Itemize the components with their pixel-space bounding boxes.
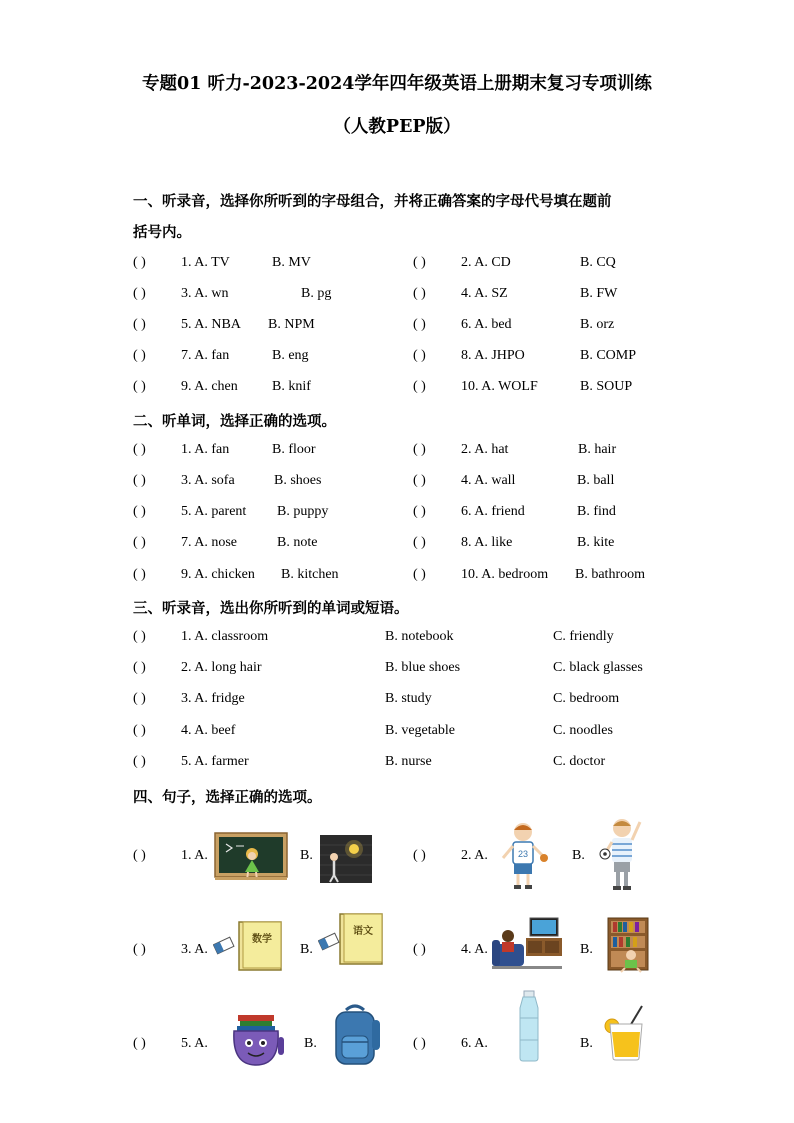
- option-b: B. vegetable: [385, 723, 455, 738]
- option-b: B. eng: [272, 348, 309, 363]
- option-a: 10. A. bedroom: [461, 567, 549, 582]
- s4-question-4: ( ) 4. A. B.: [413, 942, 593, 957]
- option-b: B. knif: [272, 379, 311, 394]
- answer-blank[interactable]: ( ): [133, 317, 146, 332]
- question-row: [413, 473, 713, 493]
- question-row: [133, 473, 433, 493]
- answer-blank[interactable]: ( ): [133, 1036, 146, 1051]
- option-b: B. nurse: [385, 754, 432, 769]
- question-row: [133, 317, 433, 337]
- s4-question-6: ( ) 6. A. B.: [413, 1036, 593, 1051]
- answer-blank[interactable]: ( ): [413, 1036, 426, 1051]
- s4-question-3: ( ) 3. A. B.: [133, 942, 313, 957]
- question-row: [133, 754, 606, 774]
- s4-question-5: ( ) 5. A. B.: [133, 1036, 317, 1051]
- answer-blank[interactable]: ( ): [133, 848, 146, 863]
- question-row: [133, 442, 433, 462]
- answer-blank[interactable]: ( ): [133, 660, 146, 675]
- option-a: 1. A. classroom: [181, 629, 269, 644]
- section-1-heading: 一、听录音，选择你所听到的字母组合，并将正确答案的字母代号填在题前: [133, 194, 612, 210]
- answer-blank[interactable]: ( ): [413, 942, 426, 957]
- question-row: [133, 348, 433, 368]
- section-4-heading: 四、句子，选择正确的选项。: [133, 790, 322, 806]
- option-b: B. kitchen: [281, 567, 339, 582]
- option-b: B. COMP: [580, 348, 637, 363]
- option-a: 6. A. friend: [461, 504, 525, 519]
- option-c: C. doctor: [553, 754, 606, 769]
- option-b: B. puppy: [277, 504, 329, 519]
- blackboard-girl-picture[interactable]: [214, 832, 288, 882]
- option-b: B. hair: [578, 442, 617, 457]
- question-row: [133, 660, 643, 680]
- question-row: [133, 379, 433, 399]
- section-3-heading: 三、听录音，选出你所听到的单词或短语。: [133, 601, 409, 617]
- option-b: B. CQ: [580, 255, 616, 270]
- purple-schoolbag-picture[interactable]: [228, 1013, 288, 1067]
- eraser-math-book-picture[interactable]: [213, 918, 285, 972]
- option-a: 2. A. hat: [461, 442, 509, 457]
- option-b: B. ball: [577, 473, 615, 488]
- option-a: 1. A. fan: [181, 442, 230, 457]
- option-b: B. shoes: [274, 473, 322, 488]
- answer-blank[interactable]: ( ): [413, 473, 426, 488]
- option-a: 10. A. WOLF: [461, 379, 538, 394]
- option-c: C. friendly: [553, 629, 614, 644]
- answer-blank[interactable]: ( ): [413, 504, 426, 519]
- option-a: 4. A. beef: [181, 723, 236, 738]
- option-c: C. noodles: [553, 723, 613, 738]
- option-a: 3. A. fridge: [181, 691, 245, 706]
- boy-football-picture[interactable]: [596, 814, 646, 892]
- question-row: [133, 691, 620, 711]
- option-b: B. orz: [580, 317, 615, 332]
- option-b: B. SOUP: [580, 379, 633, 394]
- option-a: 9. A. chen: [181, 379, 238, 394]
- option-a: 6. A. bed: [461, 317, 512, 332]
- option-b: B. study: [385, 691, 432, 706]
- boy-basketball-picture[interactable]: [495, 820, 551, 890]
- orange-juice-picture[interactable]: [604, 1004, 648, 1062]
- option-a: 8. A. JHPO: [461, 348, 525, 363]
- question-row: [413, 255, 713, 275]
- answer-blank[interactable]: ( ): [413, 379, 426, 394]
- option-a: 2. A. CD: [461, 255, 511, 270]
- answer-blank[interactable]: ( ): [413, 255, 426, 270]
- question-row: [413, 286, 713, 306]
- option-c: C. bedroom: [553, 691, 620, 706]
- answer-blank[interactable]: ( ): [133, 473, 146, 488]
- question-row: [413, 317, 713, 337]
- water-bottle-picture[interactable]: [514, 990, 544, 1062]
- option-b: B. note: [277, 535, 318, 550]
- option-a: 7. A. fan: [181, 348, 230, 363]
- answer-blank[interactable]: ( ): [133, 286, 146, 301]
- option-a: 4. A. SZ: [461, 286, 508, 301]
- option-b: B. MV: [272, 255, 311, 270]
- answer-blank[interactable]: ( ): [413, 286, 426, 301]
- option-b: B. notebook: [385, 629, 454, 644]
- bookshelf-child-picture[interactable]: [607, 917, 649, 973]
- option-a: 8. A. like: [461, 535, 513, 550]
- option-a: 9. A. chicken: [181, 567, 255, 582]
- question-row: [413, 535, 713, 555]
- jersey-number: 23: [517, 849, 529, 859]
- question-row: [133, 535, 433, 555]
- option-a: 3. A. wn: [181, 286, 229, 301]
- question-row: [133, 255, 433, 275]
- answer-blank[interactable]: ( ): [413, 848, 426, 863]
- option-a: 5. A. parent: [181, 504, 247, 519]
- answer-blank[interactable]: ( ): [133, 255, 146, 270]
- option-a: 3. A. sofa: [181, 473, 235, 488]
- question-row: [133, 723, 613, 743]
- math-book-label: 数学: [252, 934, 272, 945]
- answer-blank[interactable]: ( ): [133, 504, 146, 519]
- option-b: B. find: [577, 504, 616, 519]
- answer-blank[interactable]: ( ): [133, 691, 146, 706]
- option-b: B. FW: [580, 286, 618, 301]
- page-subtitle: （人教PEP版）: [333, 117, 461, 137]
- blue-backpack-picture[interactable]: [328, 1004, 382, 1068]
- page-title: 专题01 听力-2023-2024学年四年级英语上册期末复习专项训练: [142, 74, 652, 94]
- option-a: 7. A. nose: [181, 535, 237, 550]
- answer-blank[interactable]: ( ): [133, 535, 146, 550]
- answer-blank[interactable]: ( ): [133, 442, 146, 457]
- option-a: 4. A. wall: [461, 473, 516, 488]
- option-a: 5. A. farmer: [181, 754, 249, 769]
- question-row: [133, 504, 433, 524]
- answer-blank[interactable]: ( ): [413, 535, 426, 550]
- answer-blank[interactable]: ( ): [133, 567, 146, 582]
- dark-room-lamp-picture[interactable]: [320, 835, 372, 883]
- answer-blank[interactable]: ( ): [133, 379, 146, 394]
- option-a: 5. A. NBA: [181, 317, 241, 332]
- answer-blank[interactable]: ( ): [133, 723, 146, 738]
- answer-blank[interactable]: ( ): [133, 348, 146, 363]
- option-b: B. blue shoes: [385, 660, 461, 675]
- option-b: B. pg: [301, 286, 332, 301]
- option-b: B. kite: [577, 535, 615, 550]
- question-row: [133, 629, 614, 649]
- question-row: [413, 504, 713, 524]
- question-row: [413, 348, 713, 368]
- option-a: 2. A. long hair: [181, 660, 262, 675]
- s4-question-2: ( ) 2. A. B.: [413, 848, 585, 863]
- question-row: [133, 286, 433, 306]
- answer-blank[interactable]: ( ): [413, 317, 426, 332]
- question-row: [133, 567, 433, 587]
- question-row: [413, 442, 713, 462]
- option-b: B. floor: [272, 442, 316, 457]
- answer-blank[interactable]: ( ): [413, 442, 426, 457]
- eraser-chinese-book-picture[interactable]: [318, 912, 384, 968]
- option-b: B. NPM: [268, 317, 315, 332]
- man-watching-tv-picture[interactable]: [492, 914, 562, 970]
- question-row: [413, 567, 713, 587]
- section-1-heading-cont: 括号内。: [133, 225, 191, 241]
- chinese-book-label: 语文: [353, 926, 373, 937]
- option-c: C. black glasses: [553, 660, 643, 675]
- s4-question-1: ( ) 1. A. B.: [133, 848, 313, 863]
- answer-blank[interactable]: ( ): [413, 348, 426, 363]
- answer-blank[interactable]: ( ): [133, 942, 146, 957]
- answer-blank[interactable]: ( ): [133, 629, 146, 644]
- option-b: B. bathroom: [575, 567, 645, 582]
- option-a: 1. A. TV: [181, 255, 230, 270]
- section-2-heading: 二、听单词，选择正确的选项。: [133, 414, 336, 430]
- answer-blank[interactable]: ( ): [133, 754, 146, 769]
- answer-blank[interactable]: ( ): [413, 567, 426, 582]
- question-row: [413, 379, 713, 399]
